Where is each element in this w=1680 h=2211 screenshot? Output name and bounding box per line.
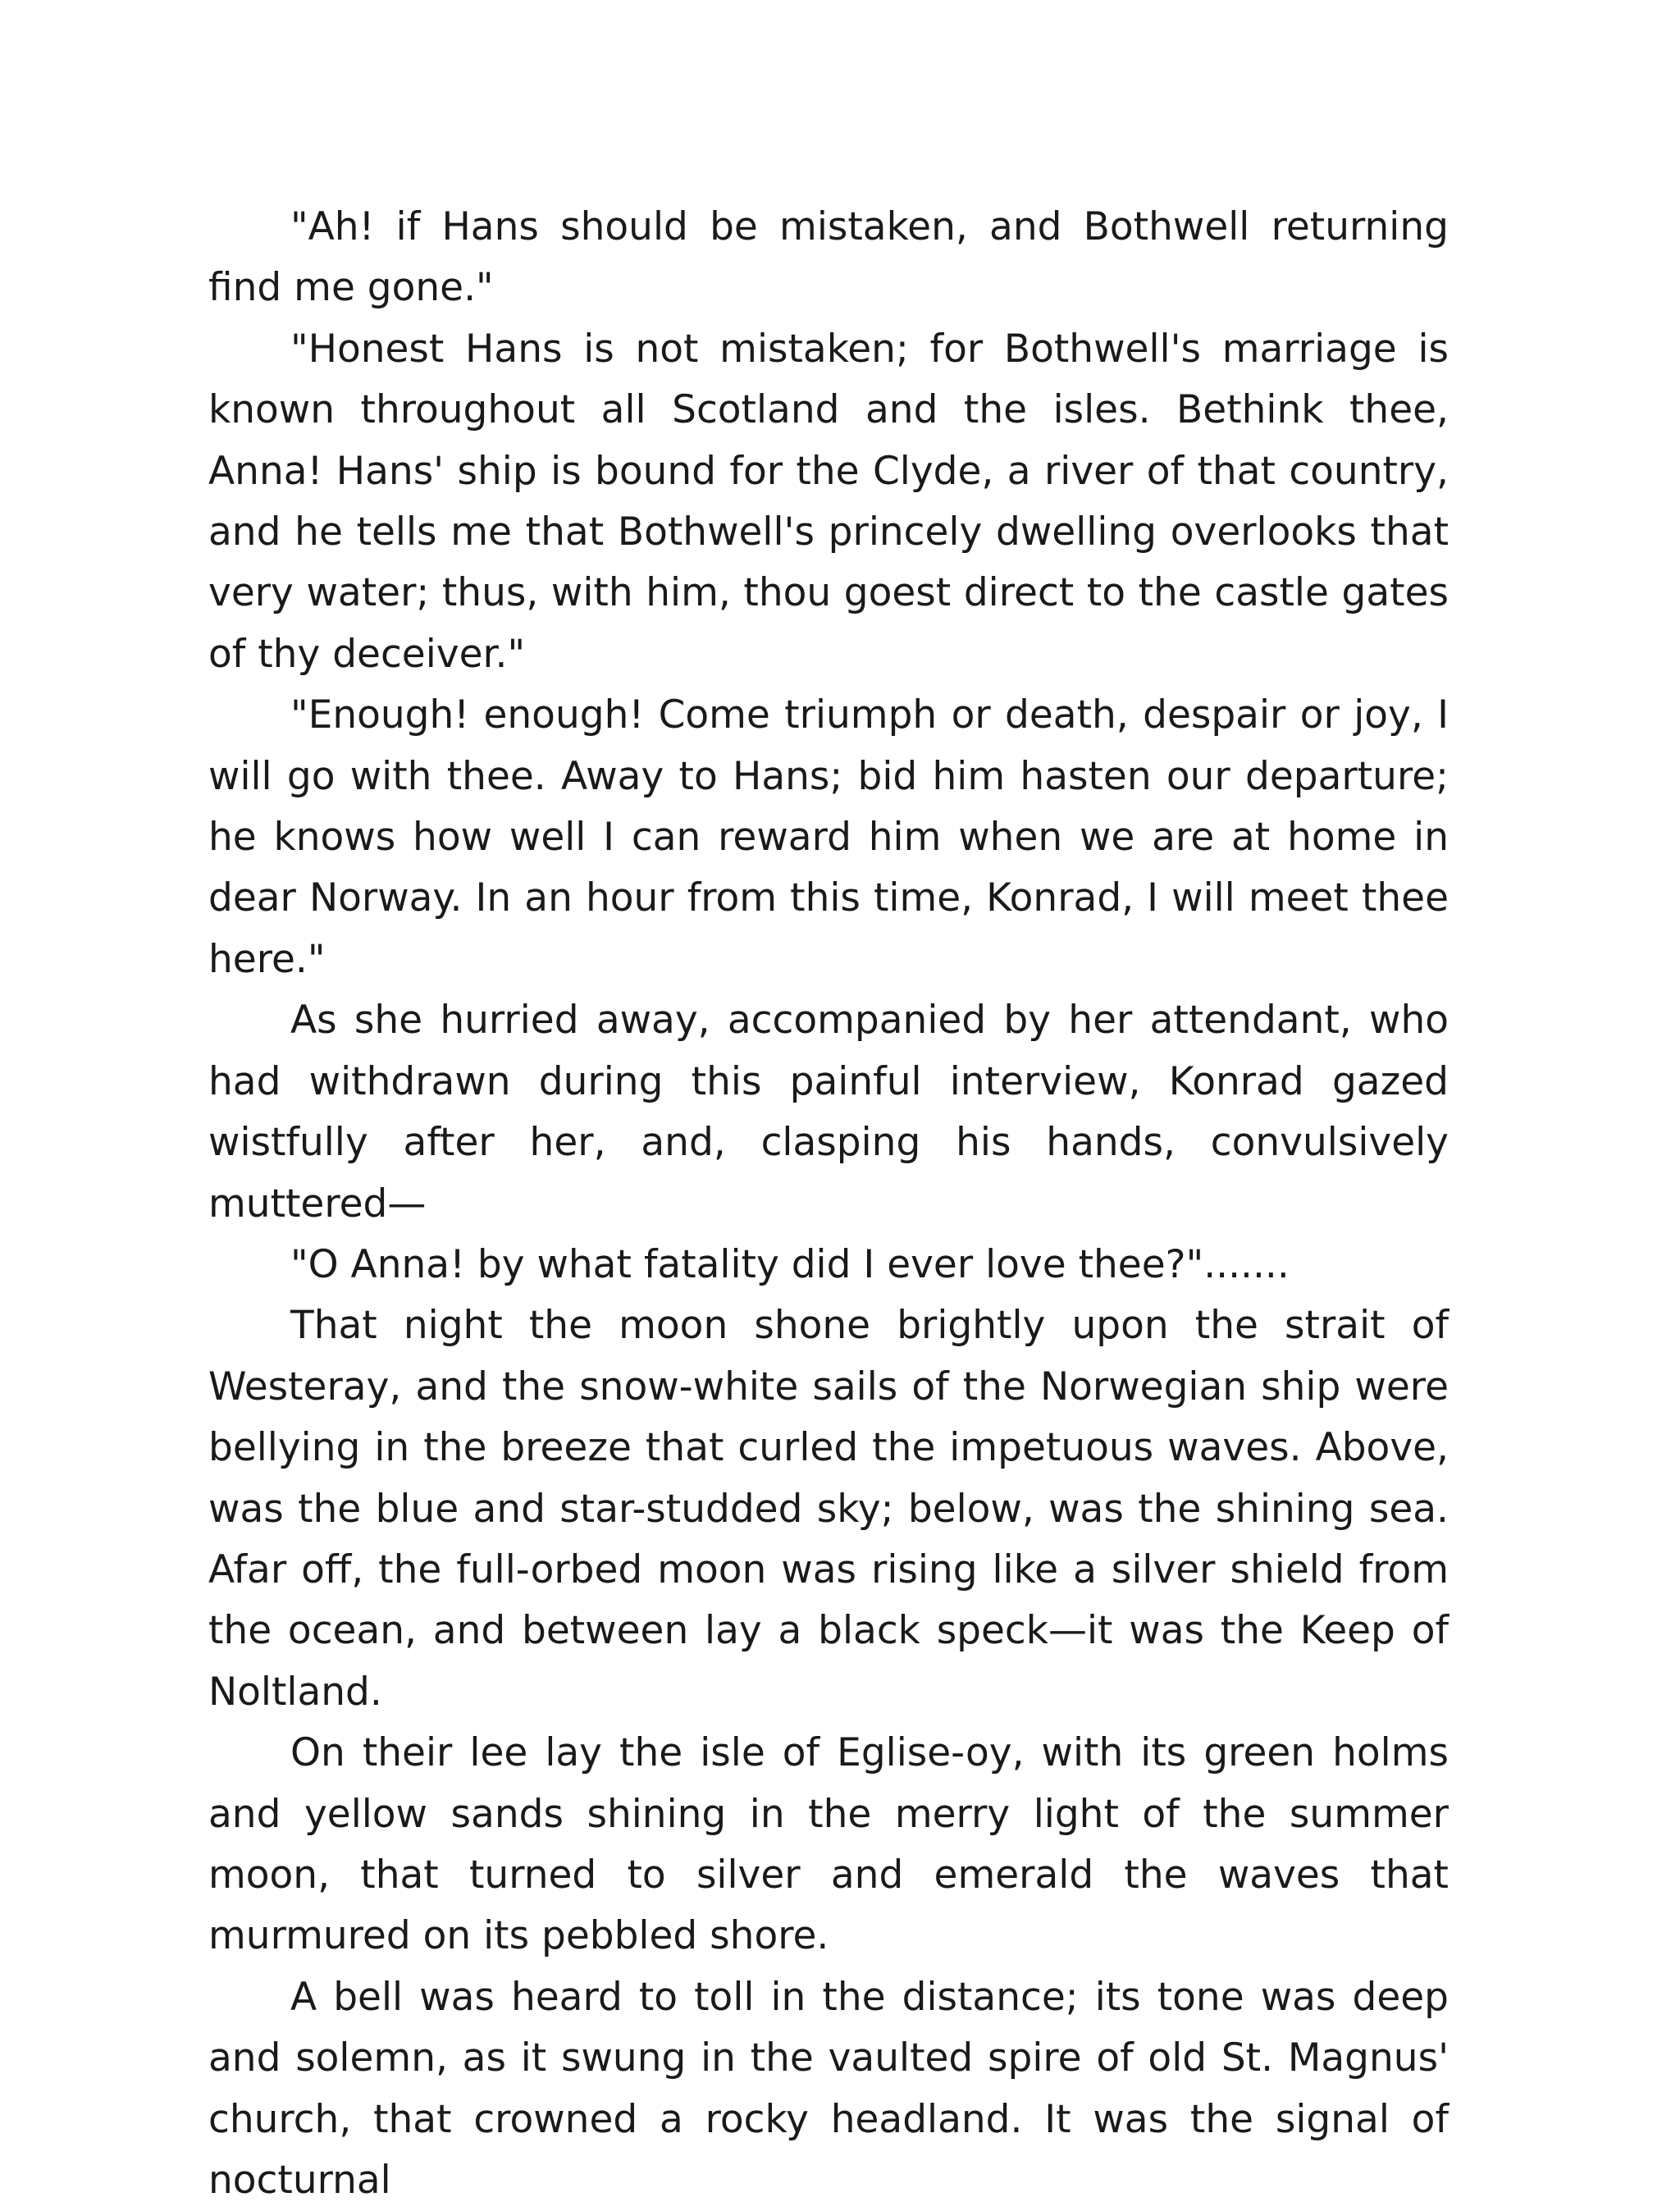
paragraph: That night the moon shone brightly upon the strait of Westeray, and the snow-white sails of the Norwegian ship were bellying in the breeze that curled the impetuous waves. Above, was the blue and star-studded sky; below, was the shining sea. Afar off, the full-orbed moon was rising like a silver shield from the ocean, and between lay a black speck—it was the Keep of Noltland. bbox=[208, 1303, 1449, 1715]
body-text bbox=[208, 197, 1449, 2211]
paragraph: "Enough! enough! Come triumph or death, despair or joy, I will go with thee. Away to Hans; bid him hasten our departure; he knows how well I can reward him when we are at home in dear Norway. In an hour from this time, Konrad, I will meet thee here." bbox=[208, 692, 1449, 982]
paragraph: On their lee lay the isle of Eglise-oy, with its green holms and yellow sands shining in the merry light of the summer moon, that turned to silver and emerald the waves that murmured on its pebbled shore. bbox=[208, 1730, 1449, 1959]
paragraph: As she hurried away, accompanied by her attendant, who had withdrawn during this painful interview, Konrad gazed wistfully after her, and, clasping his hands, convulsively muttered— bbox=[208, 998, 1449, 1227]
paragraph: "Ah! if Hans should be mistaken, and Bothwell returning find me gone." bbox=[208, 204, 1449, 311]
paragraph: A bell was heard to toll in the distance; its tone was deep and solemn, as it swung in the vaulted spire of old St. Magnus' church, that crowned a rocky headland. It was the signal of nocturnal bbox=[208, 1974, 1449, 2203]
paragraph: "O Anna! by what fatality did I ever love thee?"....... bbox=[290, 1241, 1290, 1287]
paragraph: "Honest Hans is not mistaken; for Bothwell's marriage is known throughout all Scotland and the isles. Bethink thee, Anna! Hans' ship is bound for the Clyde, a river of that country, and he tells me that Bothwell's princely dwelling overlooks that very water; thus, with him, thou goest direct to the castle gates of thy deceiver." bbox=[208, 326, 1449, 677]
